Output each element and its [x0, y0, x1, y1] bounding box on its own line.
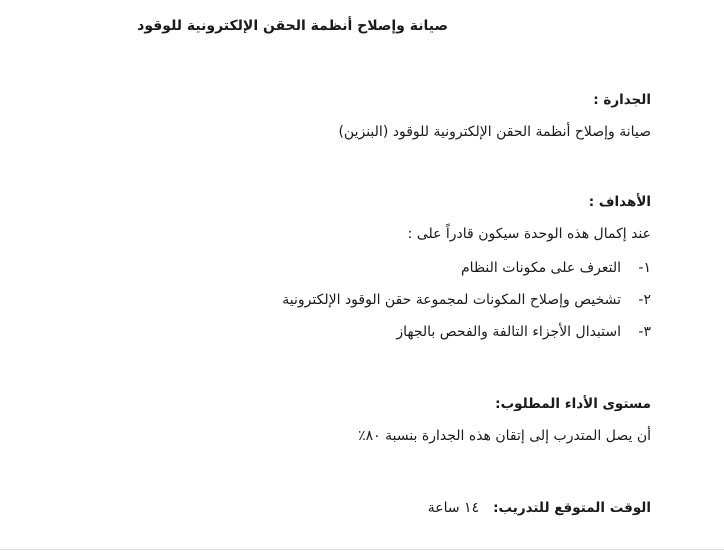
duration-row: [428, 500, 651, 516]
objective-item-2: [282, 292, 651, 308]
objective-item-3: [396, 324, 651, 340]
duration-label: الوقت المتوقع للتدريب:: [493, 500, 651, 516]
page-title: صيانة وإصلاح أنظمة الحقن الإلكترونية للوقود: [137, 18, 448, 34]
objective-text: تشخيص وإصلاح المكونات لمجموعة حقن الوقود الإلكترونية: [282, 292, 621, 308]
objectives-label: الأهداف :: [588, 194, 651, 210]
performance-value: أن يصل المتدرب إلى إتقان هذه الجدارة بنسبة ٨٠٪: [358, 428, 651, 444]
objectives-intro: عند إكمال هذه الوحدة سيكون قادراً على :: [407, 226, 651, 242]
performance-label: مستوى الأداء المطلوب:: [495, 396, 651, 412]
objective-item-1: [461, 260, 651, 276]
objective-number: ٣-: [638, 324, 651, 340]
objective-number: ١-: [638, 260, 651, 276]
duration-value: ١٤ ساعة: [427, 500, 480, 516]
competency-label: الجدارة :: [593, 92, 651, 108]
page-divider: [0, 549, 724, 550]
objective-number: ٢-: [638, 292, 651, 308]
objective-text: التعرف على مكونات النظام: [461, 260, 621, 276]
competency-value: صيانة وإصلاح أنظمة الحقن الإلكترونية للوقود (البنزين): [338, 124, 651, 140]
objective-text: استبدال الأجزاء التالفة والفحص بالجهاز: [396, 324, 621, 340]
